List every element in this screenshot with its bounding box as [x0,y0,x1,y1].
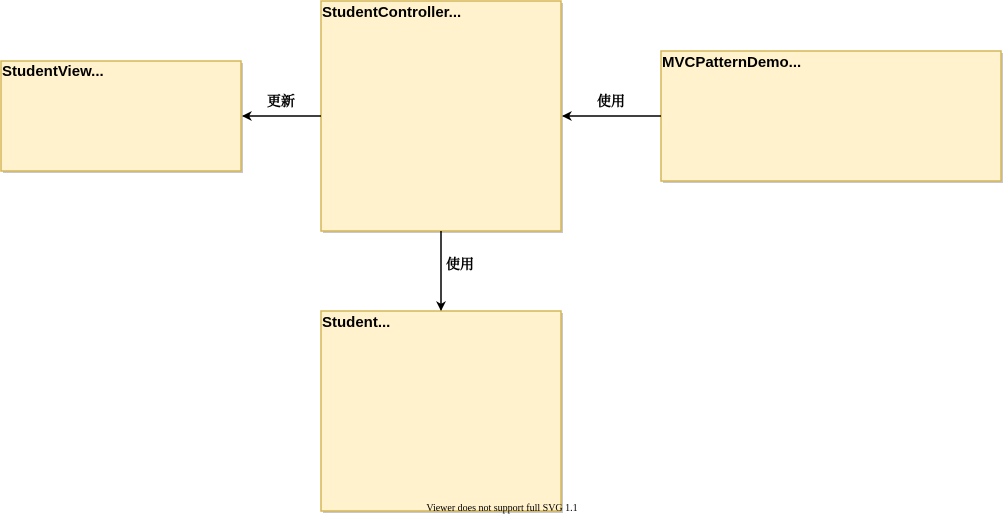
mvc-pattern-demo-title: MVCPatternDemo... [662,54,802,71]
mvc-pattern-demo-box[interactable] [661,51,1003,183]
student-view-box[interactable] [1,61,243,173]
edge-controller-to-student-label: 使用 [446,257,474,273]
edge-demo-to-controller-label: 使用 [597,94,625,110]
student-title: Student... [322,314,391,331]
edge-controller-to-view[interactable] [243,93,321,116]
student-box-body [321,311,561,511]
student-view-title: StudentView... [2,63,104,80]
edge-controller-to-view-label: 更新 [267,94,295,110]
edge-demo-to-controller[interactable] [563,93,661,116]
svg-support-note: Viewer does not support full SVG 1.1 [426,503,578,514]
edge-controller-to-student[interactable] [441,231,474,310]
student-controller-box-body [321,1,561,231]
student-box[interactable] [321,311,563,513]
student-controller-title: StudentController... [322,4,462,21]
student-controller-box[interactable] [321,1,563,233]
